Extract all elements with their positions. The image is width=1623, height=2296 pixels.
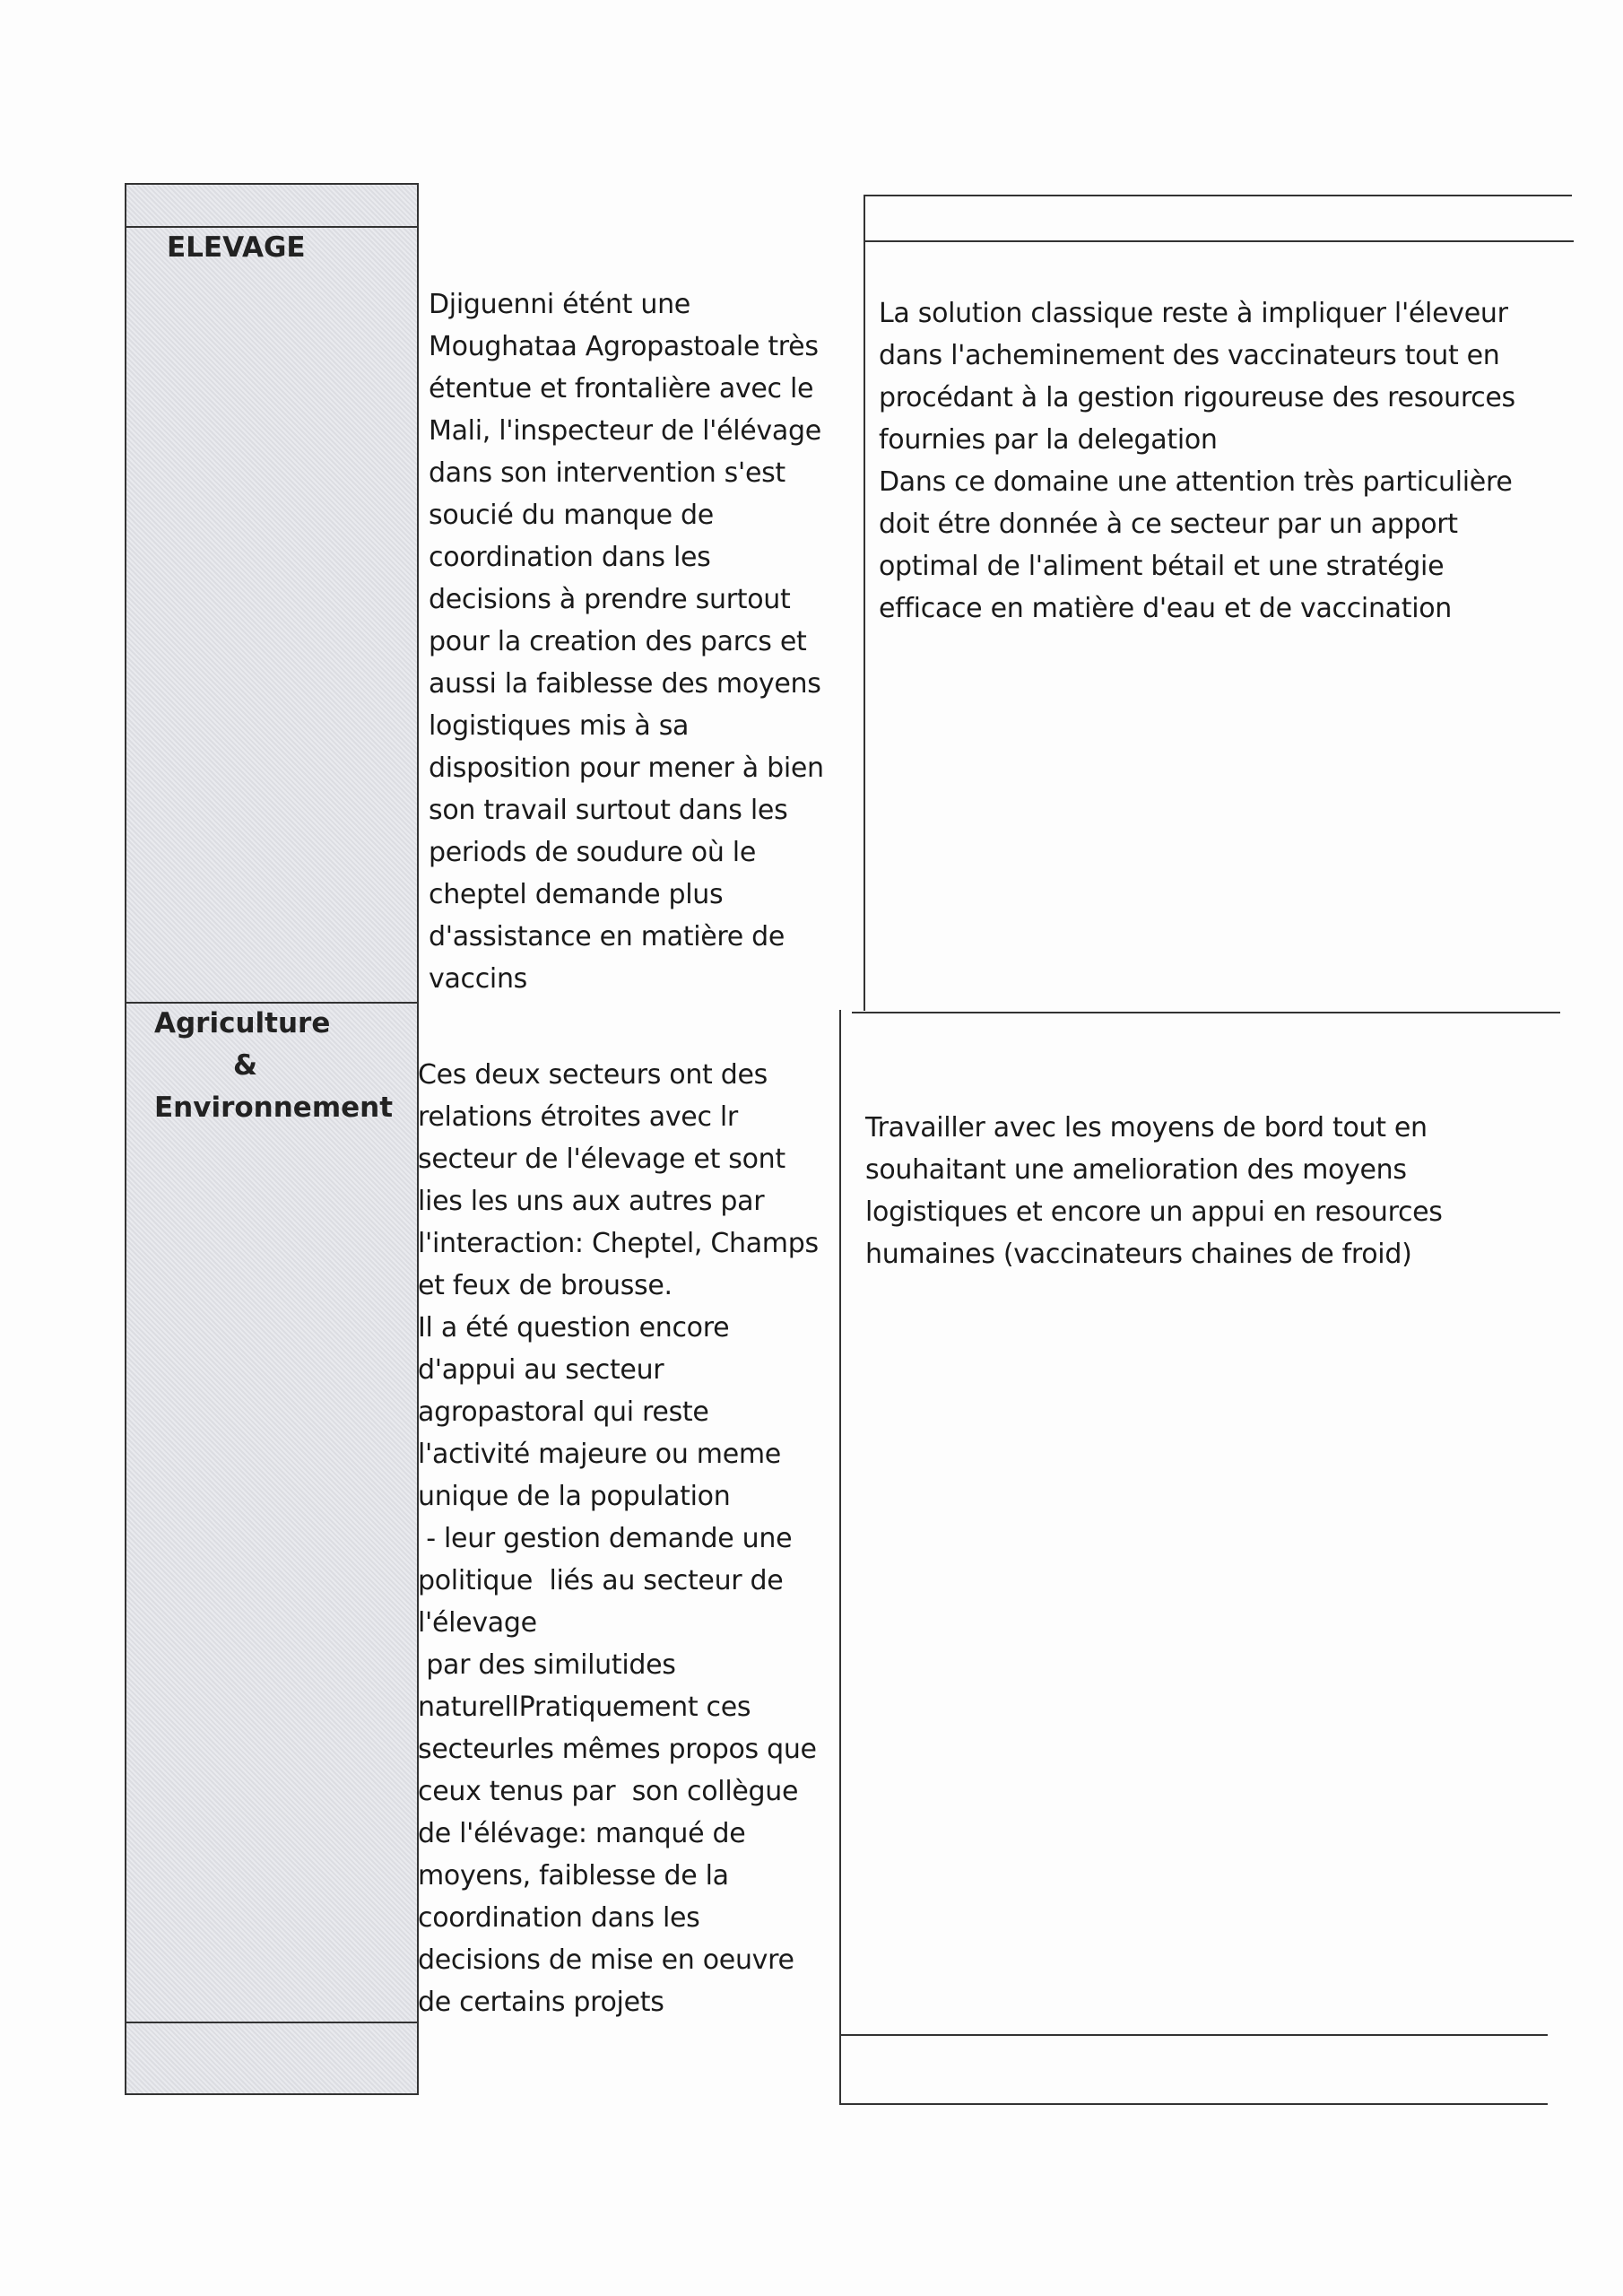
text-line: dans l'acheminement des vaccinateurs tout en: [879, 340, 1500, 371]
text-line: relations étroites avec lr: [418, 1101, 738, 1133]
text-line: disposition pour mener à bien: [429, 752, 824, 784]
observations-agriculture: [418, 1054, 819, 2023]
text-line: de l'élévage: manqué de: [418, 1818, 746, 1849]
sector-label-elevage: ELEVAGE: [167, 231, 306, 264]
solutions-bottom-border: [839, 2103, 1548, 2105]
text-line: Il a été question encore: [418, 1312, 730, 1344]
text-line: agropastoral qui reste: [418, 1396, 709, 1428]
text-line: d'assistance en matière de: [429, 921, 785, 952]
observations-elevage: [429, 283, 824, 1000]
text-line: Ces deux secteurs ont des: [418, 1059, 768, 1091]
text-line: Dans ce domaine une attention très particulière: [879, 466, 1513, 498]
text-line: secteur de l'élevage et sont: [418, 1144, 785, 1175]
solutions-left-border: [864, 195, 865, 1011]
text-line: lies les uns aux autres par: [418, 1186, 765, 1217]
text-line: decisions de mise en oeuvre: [418, 1944, 794, 1976]
text-line: naturellPratiquement ces: [418, 1692, 751, 1723]
sector-label-line: Agriculture: [154, 1007, 331, 1039]
text-line: Moughataa Agropastoale très: [429, 331, 819, 362]
text-line: soucié du manque de: [429, 500, 714, 531]
text-line: politique liés au secteur de: [418, 1565, 784, 1596]
text-line: fournies par la delegation: [879, 424, 1218, 456]
text-line: cheptel demande plus: [429, 879, 724, 910]
text-line: humaines (vaccinateurs chaines de froid): [865, 1239, 1412, 1270]
solutions-top-border: [864, 195, 1572, 196]
text-line: pour la creation des parcs et: [429, 626, 807, 657]
text-line: de certains projets: [418, 1987, 664, 2018]
text-line: coordination dans les: [418, 1902, 700, 1934]
sector-label-line: Environnement: [154, 1091, 394, 1124]
text-line: l'activité majeure ou meme: [418, 1439, 781, 1470]
text-line: vaccins: [429, 963, 528, 995]
text-line: Djiguenni étént une: [429, 289, 690, 320]
text-line: - leur gestion demande une: [418, 1523, 793, 1554]
text-line: Mali, l'inspecteur de l'élévage: [429, 415, 821, 447]
text-line: logistiques mis à sa: [429, 710, 690, 742]
sector-footer-divider: [125, 2022, 417, 2023]
text-line: doit étre donnée à ce secteur par un apport: [879, 509, 1458, 540]
text-line: ceux tenus par son collègue: [418, 1776, 799, 1807]
sector-label-agriculture: [154, 1003, 393, 1129]
text-line: d'appui au secteur: [418, 1354, 664, 1386]
solutions-agriculture: [865, 1107, 1443, 1275]
text-line: l'interaction: Cheptel, Champs: [418, 1228, 819, 1259]
text-line: étentue et frontalière avec le: [429, 373, 814, 404]
text-line: secteurles mêmes propos que: [418, 1734, 817, 1765]
text-line: par des similutides: [418, 1649, 676, 1681]
solutions-left-border-lower: [839, 1010, 841, 2104]
sector-label-line: &: [233, 1049, 258, 1082]
text-line: son travail surtout dans les: [429, 795, 788, 826]
text-line: efficace en matière d'eau et de vaccination: [879, 593, 1453, 624]
text-line: unique de la population: [418, 1481, 731, 1512]
text-line: l'élevage: [418, 1607, 537, 1639]
text-line: decisions à prendre surtout: [429, 584, 791, 615]
solutions-footer-divider: [839, 2034, 1548, 2036]
text-line: periods de soudure où le: [429, 837, 756, 868]
text-line: procédant à la gestion rigoureuse des resources: [879, 382, 1515, 413]
text-line: La solution classique reste à impliquer l'éleveur: [879, 298, 1508, 329]
text-line: souhaitant une amelioration des moyens: [865, 1154, 1407, 1186]
solutions-row-divider: [852, 1012, 1560, 1013]
text-line: optimal de l'aliment bétail et une stratégie: [879, 551, 1445, 582]
text-line: Travailler avec les moyens de bord tout en: [865, 1112, 1428, 1144]
solutions-header-divider: [864, 240, 1574, 242]
text-line: aussi la faiblesse des moyens: [429, 668, 821, 700]
text-line: et feux de brousse.: [418, 1270, 673, 1301]
text-line: dans son intervention s'est: [429, 457, 785, 489]
sector-column: [125, 183, 419, 2095]
text-line: logistiques et encore un appui en resources: [865, 1196, 1443, 1228]
text-line: moyens, faiblesse de la: [418, 1860, 729, 1892]
solutions-elevage: [879, 292, 1515, 630]
text-line: coordination dans les: [429, 542, 711, 573]
sector-header-divider: [125, 226, 417, 228]
